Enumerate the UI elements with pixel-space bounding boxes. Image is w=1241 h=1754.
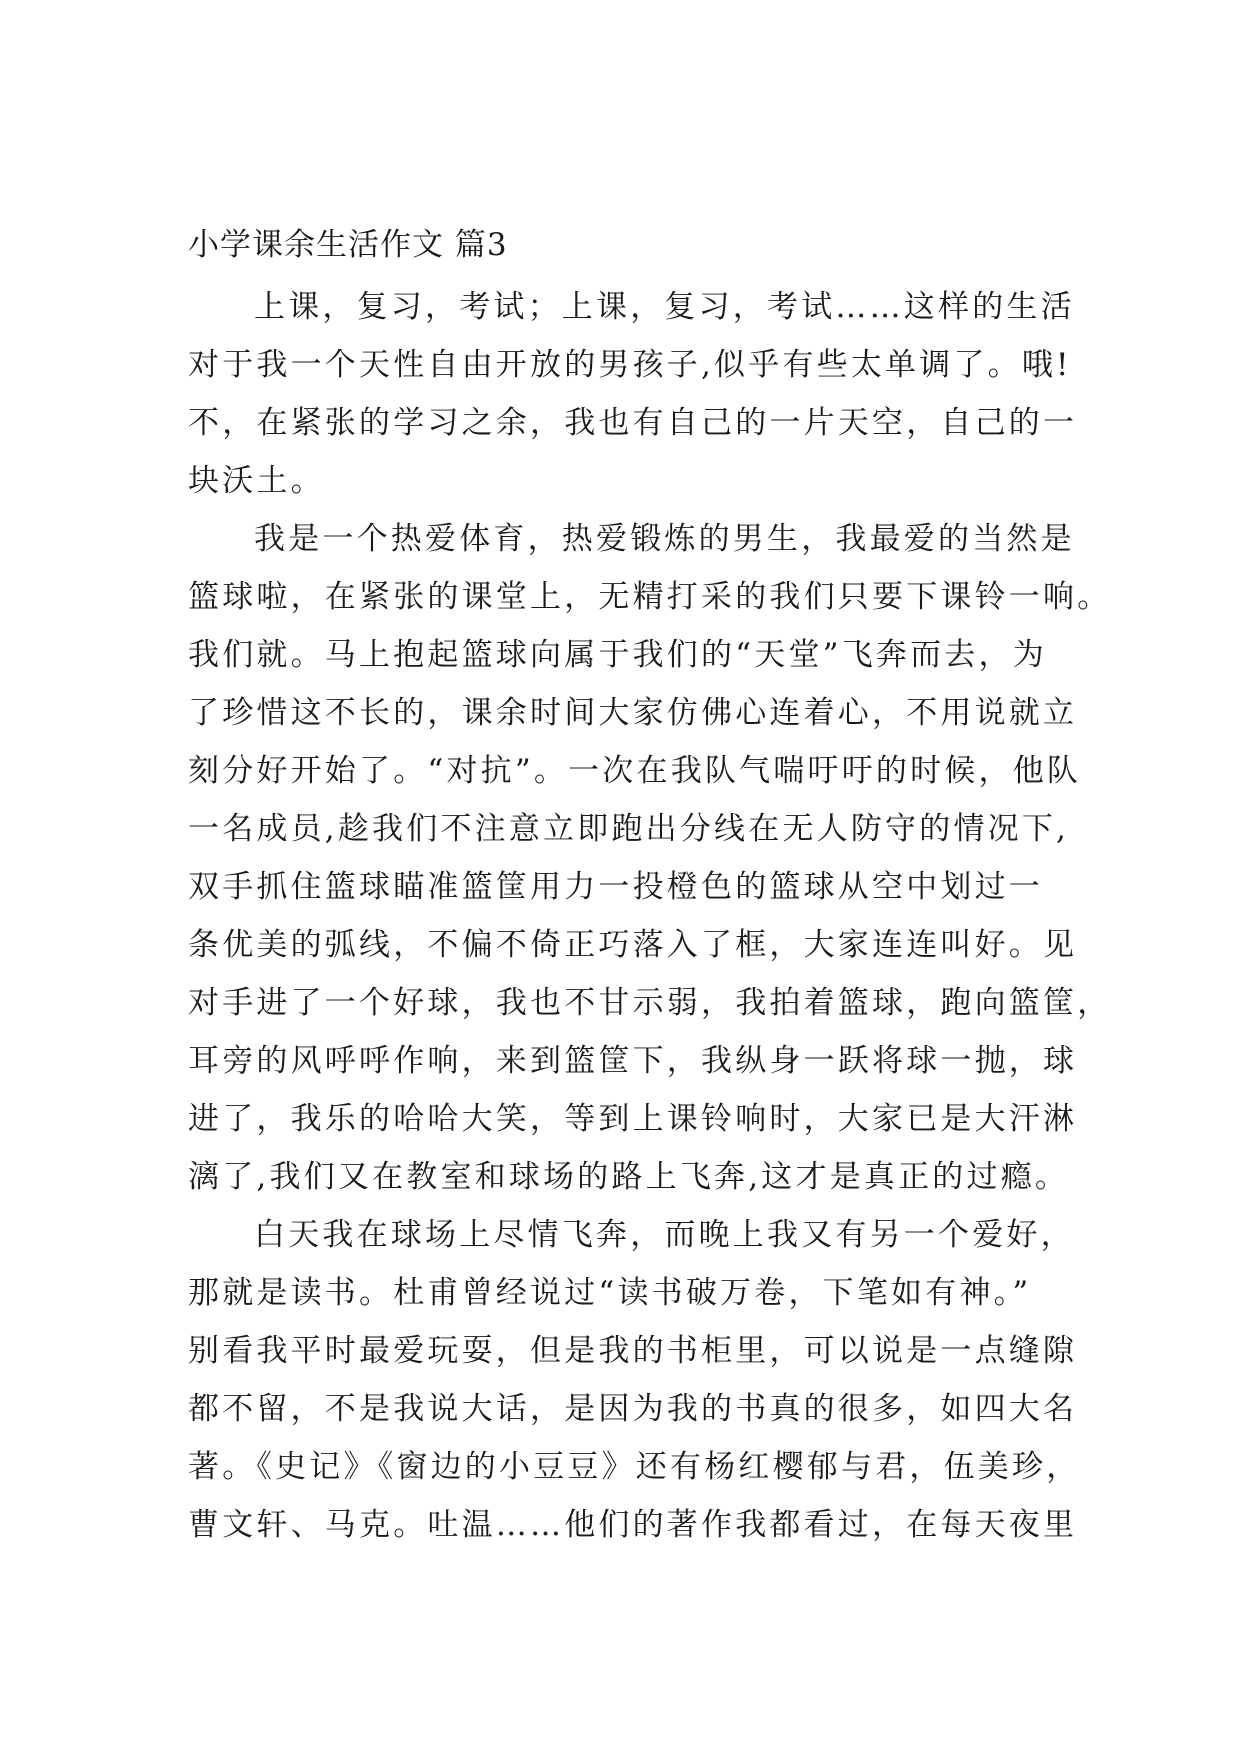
text-line: 我是一个热爱体育，热爱锻炼的男生，我最爱的当然是 bbox=[254, 521, 1075, 557]
text-line: 不，在紧张的学习之余，我也有自己的一片天空，自己的一 bbox=[188, 405, 1078, 441]
paragraph-3 bbox=[188, 1206, 1081, 1554]
text-line: 曹文轩、马克。吐温……他们的著作我都看过，在每天夜里 bbox=[188, 1507, 1078, 1543]
text-line: 漓了,我们又在教室和球场的路上飞奔,这才是真正的过瘾。 bbox=[188, 1159, 1070, 1195]
text-line: 刻分好开始了。“对抗”。一次在我队气喘吁吁的时候，他队 bbox=[188, 753, 1082, 789]
text-line: 块沃土。 bbox=[188, 463, 325, 499]
text-line: 篮球啦，在紧张的课堂上，无精打采的我们只要下课铃一响。 bbox=[188, 579, 1112, 615]
text-line: 双手抓住篮球瞄准篮筐用力一投橙色的篮球从空中划过一 bbox=[188, 869, 1043, 905]
text-line: 进了，我乐的哈哈大笑，等到上课铃响时，大家已是大汗淋 bbox=[188, 1101, 1078, 1137]
text-line: 了珍惜这不长的，课余时间大家仿佛心连着心，不用说就立 bbox=[188, 695, 1078, 731]
text-line: 一名成员,趁我们不注意立即跑出分线在无人防守的情况下, bbox=[188, 811, 1070, 847]
text-line: 著。《史记》《窗边的小豆豆》还有杨红樱郁与君，伍美珍， bbox=[188, 1449, 1081, 1485]
text-line: 对于我一个天性自由开放的男孩子,似乎有些太单调了。哦! bbox=[188, 347, 1072, 383]
text-line: 别看我平时最爱玩耍，但是我的书柜里，可以说是一点缝隙 bbox=[188, 1333, 1078, 1369]
text-line: 那就是读书。杜甫曾经说过“读书破万卷，下笔如有神。” bbox=[188, 1275, 1032, 1311]
text-line: 条优美的弧线，不偏不倚正巧落入了框，大家连连叫好。见 bbox=[188, 927, 1078, 963]
essay-body bbox=[188, 278, 1112, 1554]
paragraph-2 bbox=[188, 510, 1112, 1206]
essay-title: 小学课余生活作文 篇3 bbox=[188, 227, 508, 263]
text-line: 我们就。马上抱起篮球向属于我们的“天堂”飞奔而去，为 bbox=[188, 637, 1047, 673]
paragraph-1 bbox=[188, 278, 1078, 510]
text-line: 都不留，不是我说大话，是因为我的书真的很多，如四大名 bbox=[188, 1391, 1078, 1427]
text-line: 白天我在球场上尽情飞奔，而晚上我又有另一个爱好， bbox=[254, 1217, 1075, 1253]
text-line: 耳旁的风呼呼作响，来到篮筐下，我纵身一跃将球一抛，球 bbox=[188, 1043, 1078, 1079]
text-line: 上课，复习，考试；上课，复习，考试……这样的生活 bbox=[254, 289, 1075, 325]
text-line: 对手进了一个好球，我也不甘示弱，我拍着篮球，跑向篮筐， bbox=[188, 985, 1112, 1021]
